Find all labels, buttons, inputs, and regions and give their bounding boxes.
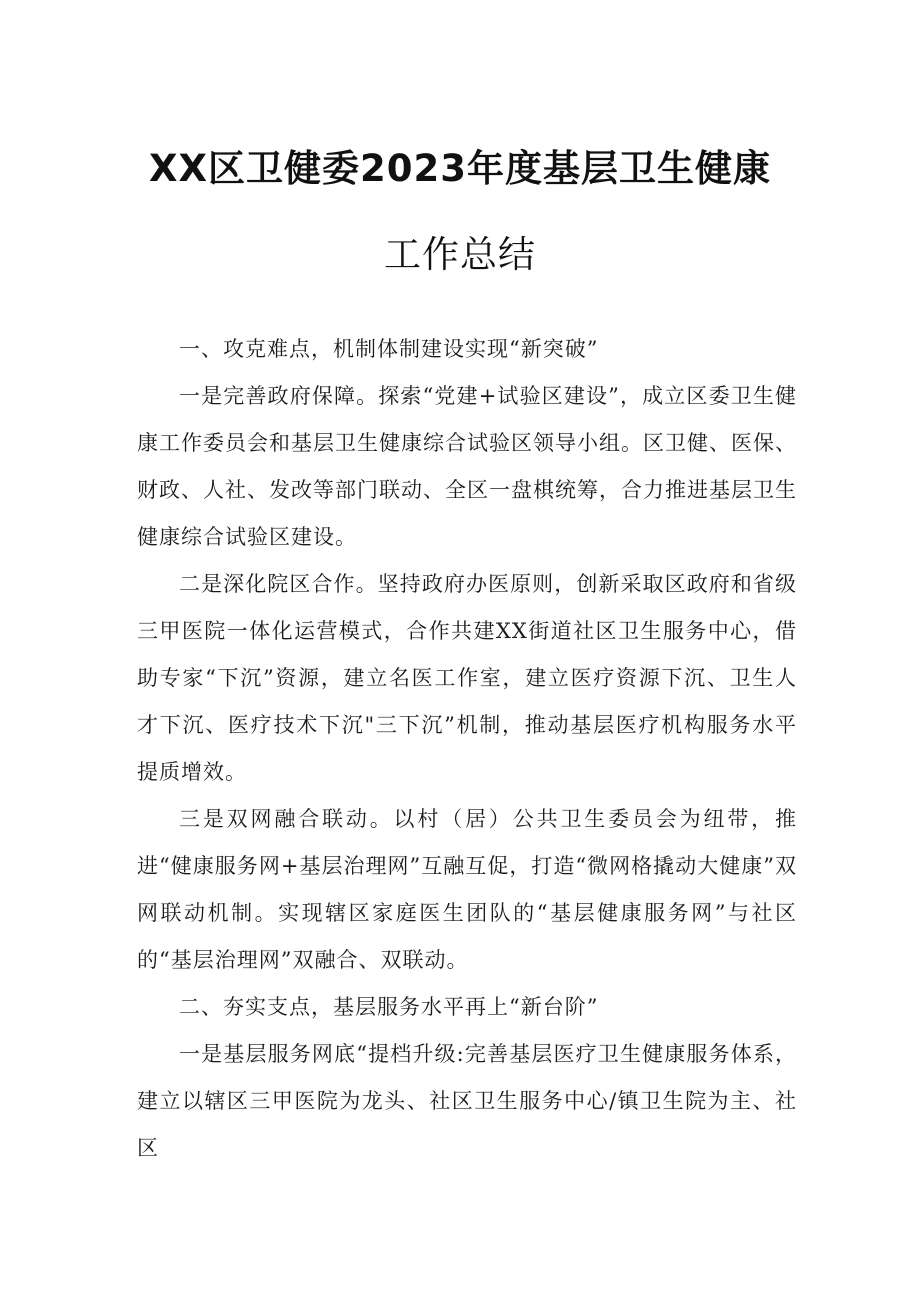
section-heading-1: 一、攻克难点，机制体制建设实现“新突破” bbox=[179, 337, 599, 361]
section-heading-2: 二、夯实支点，基层服务水平再上“新台阶” bbox=[179, 995, 599, 1019]
body-paragraph: 一是完善政府保障。探索“党建+试验区建设”，成立区委卫生健康工作委员会和基层卫生健康综合试验区领导小组。区卫健、医保、财政、人社、发改等部门联动、全区一盘棋统筹，合力推进基层卫生健康综合试验区建设。 bbox=[137, 384, 797, 549]
document-title-line-1: XX区卫健委2023年度基层卫生健康 bbox=[148, 147, 772, 190]
body-paragraph: 三是双网融合联动。以村（居）公共卫生委员会为纽带，推进“健康服务网+基层治理网”互融互促，打造“微网格撬动大健康”双网联动机制。实现辖区家庭医生团队的“基层健康服务网”与社区的“基层治理网”双融合、双联动。 bbox=[137, 807, 797, 972]
body-paragraph: 二是深化院区合作。坚持政府办医原则，创新采取区政府和省级三甲医院一体化运营模式，合作共建XX街道社区卫生服务中心，借助专家“下沉”资源，建立名医工作室，建立医疗资源下沉、卫生人才下沉、医疗技术下沉"三下沉”机制，推动基层医疗机构服务水平提质增效。 bbox=[137, 572, 797, 784]
document-body bbox=[137, 326, 797, 1172]
body-paragraph: 一是基层服务网底“提档升级:完善基层医疗卫生健康服务体系，建立以辖区三甲医院为龙头、社区卫生服务中心/镇卫生院为主、社区 bbox=[137, 1042, 797, 1160]
document-title-line-2: 工作总结 bbox=[384, 233, 536, 276]
